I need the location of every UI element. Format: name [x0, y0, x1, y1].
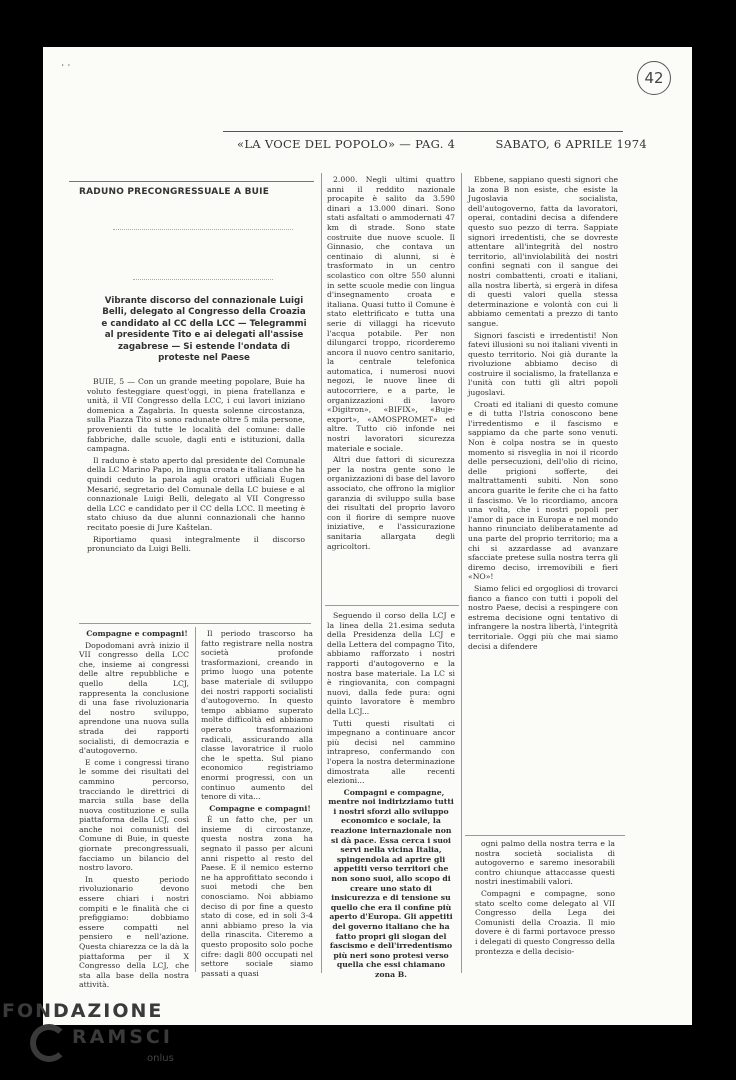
column-3a — [468, 175, 618, 831]
article-headline: Vibrante discorso del connazionale Luigi Belli, delegato al Congresso della Croazia e candidato al CC della LCC — Telegrammi al presidente Tito e ai delegati all'assise zagabrese — Si estende l'ondata di proteste nel Paese — [101, 296, 307, 364]
paragraph: ogni palmo della nostra terra e la nostra società socialista di autogoverno e saremo inesorabili contro chiunque attaccasse questi nostri inestimabili valori. — [475, 839, 615, 887]
paragraph: Ebbene, sappiano questi signori che la zona B non esiste, che esiste la Jugoslavia socialista, dell'autogoverno, fatta da lavoratori, operai, contadini decisa a difendere questo suo pezzo di terra. Sappiate signori irredentisti, che se dovreste attentare all'integrità del nostro territorio, all'inviolabilità dei nostri confini segnati con il sangue dei nostri combattenti, croati e italiani, alla nostra libertà, si ergerà in difesa di questi valori quella stessa determinazione e volontà con cui li abbiamo cementati a prezzo di tanto sangue. — [468, 175, 618, 328]
column-2a — [327, 175, 455, 599]
faded-print — [113, 217, 293, 230]
page-header — [237, 137, 647, 151]
column-divider — [321, 173, 322, 973]
archive-logo-text-2: RAMSCI — [72, 1026, 173, 1048]
header-top-rule — [223, 131, 623, 132]
column-3b — [475, 839, 615, 969]
divider — [465, 835, 625, 836]
archive-logo-g-icon — [30, 1024, 68, 1062]
article-kicker: RADUNO PRECONGRESSUALE A BUIE — [79, 187, 270, 197]
column-1b — [201, 629, 313, 978]
paragraph: Dopodomani avrà inizio il VII congresso della LCC che, insieme ai congressi delle altre repubbliche e quello della LCJ, rappresenta la conclusione di una fase rivoluzionaria del nostro sviluppo, aprendone una nuova sulla strada dei rapporti socialisti, di democrazia e d'autogoverno. — [79, 640, 189, 756]
archive-logo-suffix: onlus — [147, 1053, 174, 1064]
issue-date: SABATO, 6 APRILE 1974 — [495, 137, 647, 151]
column-divider — [195, 627, 196, 972]
kicker-rule — [69, 181, 314, 182]
paragraph: Seguendo il corso della LCJ e la linea della 21.esima seduta della Presidenza della LCJ e della Lettera del compagno Tito, abbiamo rafforzato i nostri rapporti d'autogoverno e la nostra base materiale. La LC si è ringiovanita, con compagni nuovi, dalla fede pura: ogni quinto lavoratore è membro della LCJ... — [327, 611, 455, 716]
lead-column — [87, 377, 305, 627]
divider — [325, 605, 459, 606]
paragraph: Signori fascisti e irredentisti! Non fatevi illusioni su noi italiani viventi in questo territorio. Noi già durante la rivoluzione abbiamo deciso di costruire il socialismo, la fratellanza e l'unità con tutti gli altri popoli jugoslavi. — [468, 330, 618, 398]
paragraph: Siamo felici ed orgogliosi di trovarci fianco a fianco con tutti i popoli del nostro Paese, decisi a respingere con estrema decisione ogni tentativo di infrangere la nostra libertà, l'integrità territoriale. Oggi più che mai siamo decisi a difendere — [468, 583, 618, 651]
faded-print — [133, 269, 273, 280]
paragraph: E come i congressi tirano le somme dei risultati del cammino percorso, tracciando le direttrici di marcia sulla base della nuova costituzione e sulla piattaforma della LCJ, così anche noi comunisti del Comune di Buie, in queste giornate precongressuali, facciamo un bilancio del nostro lavoro. — [79, 757, 189, 873]
paragraph: 2.000. Negli ultimi quattro anni il reddito nazionale procapite è salito da 3.590 dinari a 13.000 dinari. Sono stati asfaltati o ammodernati 47 km di strade. Sono state costruite due nuove scuole. Il Ginnasio, che contava un centinaio di alunni, si è trasformato in un centro scolastico con oltre 550 alunni in sette scuole medie con lingua d'insegnamento croata e italiana. Quasi tutto il Comune è stato elettrificato e tutta una serie di villaggi ha ricevuto l'acqua potabile. Per non dilungarci troppo, ricorderemo ancora il nuovo centro sanitario, la centrale telefonica automatica, i numerosi nuovi negozi, le nuove linee di autocorriere, e a parte, le organizzazioni di lavoro «Digitron», «BIFIX», «Buje-export», «AMOSPROMET» ed altre. Tutto ciò infonde nei nostri lavoratori sicurezza materiale e sociale. — [327, 175, 455, 453]
paragraph: Altri due fattori di sicurezza per la nostra gente sono le organizzazioni di base del lavoro associato, che offrono la miglior garanzia di sviluppo sulla base dei risultati del proprio lavoro con il fiorire di sempre nuove iniziative, e l'assicurazione sanitaria allargata degli agricoltori. — [327, 455, 455, 551]
paragraph: Croati ed italiani di questo comune e di tutta l'Istria conoscono bene l'irredentismo e il fascismo e sappiamo da che parte sono venuti. Non è colpa nostra se in questo momento si risveglia in noi il ricordo delle persecuzioni, dell'olio di ricino, delle prigioni sofferte, dei maltrattamenti subiti. Non sono ancora guarite le ferite che ci ha fatto il fascismo. Ve lo ricordiamo, ancora una volta, che i nostri popoli per l'amor di pace in Europa e nel mondo hanno rinunciato deliberatamente ad una parte del proprio territorio; ma a chi si azzardasse ad avanzare sfacciate pretese sulla nostra terra gli diremo deciso, irremovibili e fieri «NO»! — [468, 399, 618, 582]
paragraph: In questo periodo rivoluzionario devono essere chiari i nostri compiti e le finalità che ci prefiggiamo: dobbiamo essere compatti nel pensiero e nell'azione. Questa chiarezza ce la dà la piattaforma per il X Congresso della LCJ, che sta alla base della nostra attività. — [79, 874, 189, 990]
section-heading: Compagne e compagni! — [209, 803, 311, 813]
section-heading: Compagni e compagne, mentre noi indirizziamo tutti i nostri sforzi allo sviluppo economico e sociale, la reazione internazionale non si dà pace. Essa cerca i suoi servi nella vicina Italia, spingendola ad aprire gli appetiti verso territori che non sono suoi, allo scopo di creare uno stato di insicurezza e di tensione su quello che era il confine più aperto d'Europa. Gli appetiti del governo italiano che ha fatto propri gli slogan del fascismo e dell'irredentismo più neri sono protesi verso quella che essi chiamano zona B. — [328, 787, 454, 979]
newspaper-clipping — [43, 47, 692, 1025]
column-divider — [461, 173, 462, 973]
column-1a — [79, 629, 189, 990]
paragraph: BUIE, 5 — Con un grande meeting popolare, Buie ha voluto festeggiare quest'oggi, in piena fratellanza e unità, il VII Congresso della LCC, i cui lavori iniziano domenica a Zagabria. In questa solenne circostanza, sulla Piazza Tito si sono radunate oltre 5 mila persone, provenienti da tutte le località del comune: dalle fabbriche, dalle scuole, dagli enti e istituzioni, dalla campagna. — [87, 377, 305, 454]
paragraph: Tutti questi risultati ci impegnano a continuare ancor più decisi nel cammino intrapreso, confermando con l'opera la nostra determinazione dimostrata alle recenti elezioni... — [327, 718, 455, 786]
newspaper-name: «LA VOCE DEL POPOLO» — PAG. 4 — [237, 137, 456, 151]
column-2b — [327, 611, 455, 979]
section-heading: Compagne e compagni! — [86, 629, 188, 638]
paragraph: Riportiamo quasi integralmente il discorso pronunciato da Luigi Belli. — [87, 534, 305, 554]
paragraph: È un fatto che, per un insieme di circostanze, questa nostra zona ha segnato il passo per alcuni anni rispetto al resto del Paese. E il nemico esterno ne ha approfittato secondo i suoi metodi che ben conosciamo. Noi abbiamo deciso di por fine a questo stato di cose, ed in soli 3-4 anni abbiamo preso la via della rinascita. Citeremo a questo proposito solo poche cifre: dagli 800 occupati nel settore sociale siamo passati a quasi — [201, 815, 313, 978]
divider — [79, 623, 311, 624]
paragraph: Compagni e compagne, sono stato scelto come delegato al VII Congresso della Lega dei Comunisti della Croazia. Il mio dovere è di farmi portavoce presso i delegati di questo Congresso della prontezza e della decisio- — [475, 888, 615, 956]
archive-logo-text: FONDAZIONE — [2, 1000, 164, 1022]
paragraph: Il periodo trascorso ha fatto registrare nella nostra società profonde trasformazioni, creando in primo luogo una potente base materiale di sviluppo dei nostri rapporti socialisti d'autogoverno. In questo tempo abbiamo superato molte difficoltà ed abbiamo operato trasformazioni radicali, assicurando alla classe lavoratrice il ruolo che le spetta. Sul piano economico registriamo enormi progressi, con un continuo aumento del tenore di vita... — [201, 629, 313, 802]
paragraph: Il raduno è stato aperto dal presidente del Comunale della LC Marino Papo, in lingua croata e italiana che ha quindi ceduto la parola agli oratori ufficiali Eugen Mesarić, segretario del Comunale della LC buiese e al connazionale Luigi Belli, delegato al VII Congresso della LCC e candidato per il CC della LCC. Il meeting è stato chiuso da due alunni connazionali che hanno recitato poesie di Jure Kaštelan. — [87, 455, 305, 532]
folio-number: 42 — [637, 61, 671, 95]
corner-marks: ᐧ ᐧ — [61, 59, 71, 72]
